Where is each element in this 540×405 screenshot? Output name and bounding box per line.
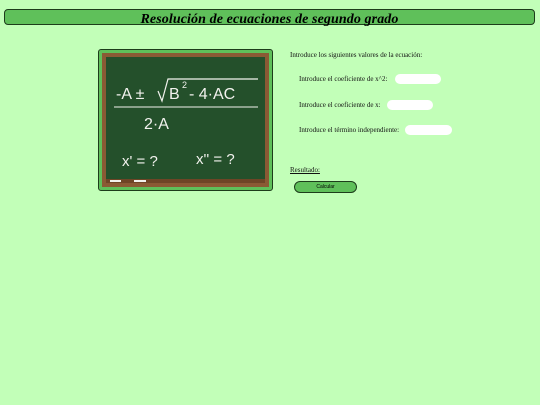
coefficient-x2-input[interactable] [395, 74, 441, 84]
form-intro: Introduce los siguientes valores de la ecuación: [290, 51, 423, 59]
chalkboard [106, 57, 265, 179]
chalkboard-wood-frame [102, 53, 269, 187]
formula-exponent: 2 [182, 80, 188, 90]
quadratic-formula-drawing [106, 57, 265, 179]
formula-minus-4ac: - 4·AC [189, 86, 236, 103]
field-label-x2: Introduce el coeficiente de x^2: [299, 75, 388, 83]
result-label: Resultado: [290, 166, 320, 174]
chalk-piece [110, 180, 121, 182]
formula-denominator: 2·A [144, 116, 169, 133]
x2-unknown: x'' = ? [196, 151, 235, 168]
independent-term-input[interactable] [405, 125, 452, 135]
coefficient-x-input[interactable] [387, 100, 433, 110]
page-header [4, 9, 535, 25]
calculate-button[interactable]: Calcular [294, 181, 357, 193]
field-label-constant: Introduce el término independiente: [299, 126, 400, 134]
field-label-x: Introduce el coeficiente de x: [299, 101, 381, 109]
page-title: Resolución de ecuaciones de segundo grado [140, 12, 399, 27]
chalkboard-image [98, 49, 273, 191]
formula-b: B [169, 86, 180, 103]
x1-unknown: x' = ? [122, 153, 158, 170]
formula-numerator-left: -A ± [116, 86, 145, 103]
chalk-ledge [106, 179, 265, 183]
chalk-piece [134, 180, 146, 182]
